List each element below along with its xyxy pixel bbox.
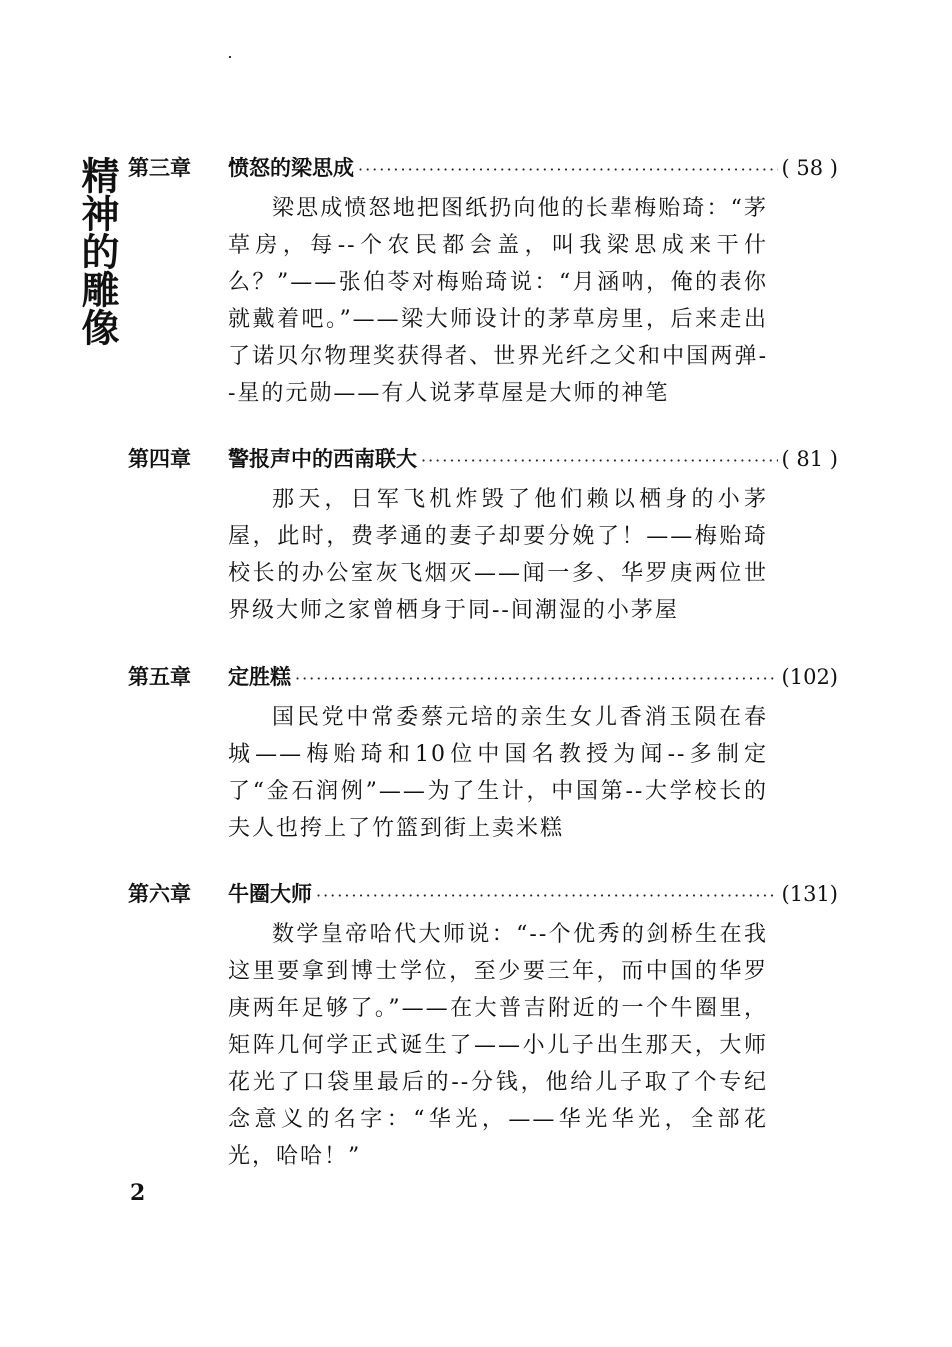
toc-entry-chapter-3[interactable] (128, 152, 838, 412)
chapter-page-ref: ( 81 ) (781, 447, 838, 471)
chapter-heading (128, 152, 838, 184)
stray-dot-mark (229, 56, 231, 58)
toc-entry-chapter-6[interactable] (128, 878, 838, 1175)
chapter-number: 第五章 (128, 665, 191, 689)
chapter-summary: 梁思成愤怒地把图纸扔向他的长辈梅贻琦：“茅草房，每--个农民都会盖，叫我梁思成来干什么？”——张伯苓对梅贻琦说：“月涵呐，俺的表你就戴着吧。”——梁大师设计的茅草房里，后来走出了诺贝尔物理奖获得者、世界光纤之父和中国两弹--星的元勋——有人说茅草屋是大师的神笔 (228, 196, 768, 406)
chapter-summary: 数学皇帝哈代大师说：“--个优秀的剑桥生在我这里要拿到博士学位，至少要三年，而中国的华罗庚两年足够了。”——在大普吉附近的一个牛圈里，矩阵几何学正式诞生了——小儿子出生那天，大师花光了口袋里最后的--分钱，他给儿子取了个专纪念意义的名字：“华光，——华光华光，全部花光，哈哈！” (228, 922, 768, 1169)
chapter-number: 第三章 (128, 156, 191, 180)
toc-entry-chapter-4[interactable] (128, 443, 838, 629)
chapter-number: 第六章 (128, 882, 191, 906)
toc-entry-chapter-5[interactable] (128, 661, 838, 847)
dot-leader (421, 445, 778, 477)
chapter-number: 第四章 (128, 447, 191, 471)
page-number: 2 (130, 1180, 146, 1206)
dot-leader (316, 880, 778, 912)
chapter-page-ref: (131) (781, 882, 838, 906)
side-running-title: 精神的雕像 (75, 156, 119, 346)
chapter-page-ref: ( 58 ) (781, 156, 838, 180)
dot-leader (358, 154, 778, 186)
dot-leader (295, 663, 778, 695)
chapter-summary: 那天，日军飞机炸毁了他们赖以栖身的小茅屋，此时，费孝通的妻子却要分娩了！——梅贻琦校长的办公室灰飞烟灭——闻一多、华罗庚两位世界级大师之家曾栖身于同--间潮湿的小茅屋 (228, 487, 768, 623)
chapter-title: 定胜糕 (228, 665, 291, 689)
chapter-heading (128, 443, 838, 475)
chapter-page-ref: (102) (781, 665, 838, 689)
chapter-title: 牛圈大师 (228, 882, 312, 906)
chapter-heading (128, 661, 838, 693)
chapter-summary: 国民党中常委蔡元培的亲生女儿香消玉陨在春城——梅贻琦和10位中国名教授为闻--多制定了“金石润例”——为了生计，中国第--大学校长的夫人也挎上了竹篮到街上卖米糕 (228, 705, 768, 841)
chapter-heading (128, 878, 838, 910)
chapter-title: 愤怒的梁思成 (228, 156, 354, 180)
chapter-title: 警报声中的西南联大 (228, 447, 417, 471)
